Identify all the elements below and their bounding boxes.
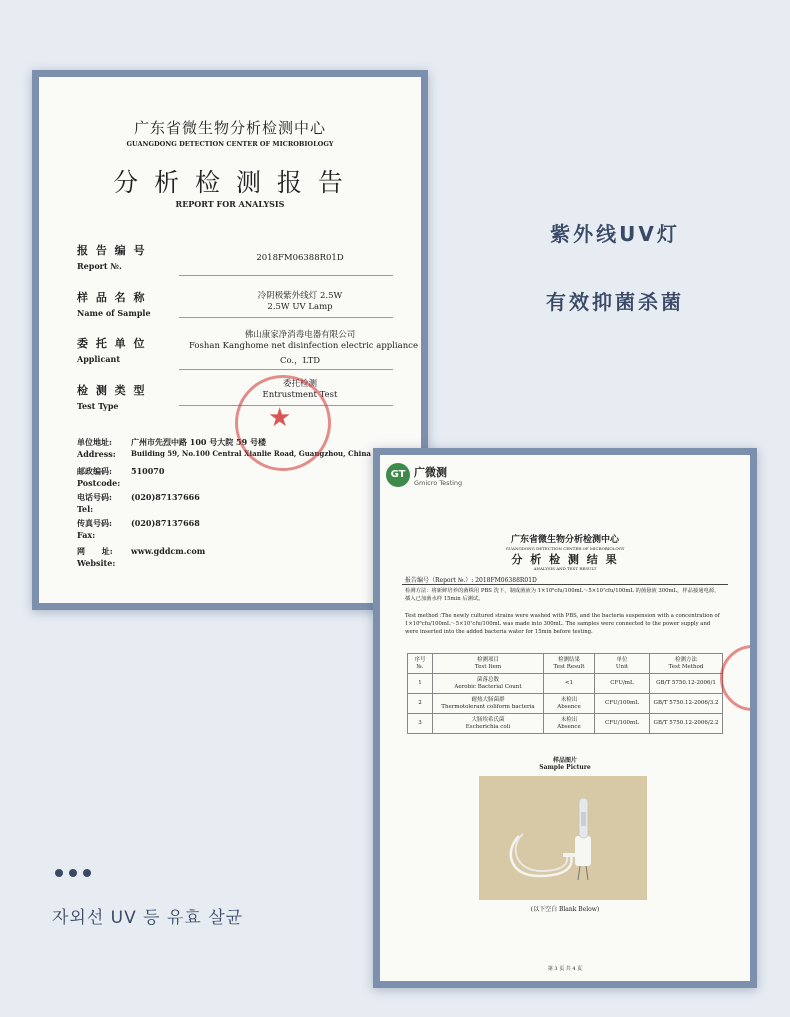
underline [179, 369, 393, 370]
row-method: GB/T 5750.12-2006/3.2 [650, 694, 723, 714]
applicant-cn: 佛山康家净消毒电器有限公司 [244, 330, 356, 340]
test-method-cn: 检测方法：将新鲜培养的菌株用 PBS 洗下，制成菌液为 1×10⁶cfu/100mL～5×10⁷cfu/100mL 的菌悬液 300mL，样品接通电源，插入已加菌水样 15min 后测试。 [405, 588, 720, 603]
header-method: 检测方法 Test Method [650, 654, 723, 674]
row-no: 3 [408, 714, 433, 734]
row-item: 菌落总数 Aerobic Bacterial Count [433, 674, 544, 694]
postcode-label-cn: 邮政编码: [77, 466, 112, 476]
table-row [408, 674, 723, 694]
address-label-cn: 单位地址: [77, 437, 112, 447]
uv-lamp-photo-icon [479, 776, 647, 900]
test-method-en: Test method :The newly cultured strains were washed with PBS, and the bacteria suspension with a concentration of 1×10⁶cfu/100mL～5×10⁷cfu/100mL was made into 300mL. The samples were connected to the power supply and were inserted into the added bacteria water for 15min before testing. [405, 613, 720, 636]
row-result: 未检出 Absence [544, 714, 595, 734]
fax-label-cn: 传真号码: [77, 518, 112, 528]
header-unit: 单位 Unit [595, 654, 650, 674]
report-cover-frame [32, 70, 428, 610]
sample-picture-label-en: Sample Picture [539, 764, 591, 771]
row-result: 未检出 Absence [544, 694, 595, 714]
tel-label-cn: 电话号码: [77, 492, 112, 502]
results-table [407, 653, 723, 734]
page-number: 第 3 页 共 4 页 [547, 966, 583, 972]
fax-label-en: Fax: [77, 530, 96, 540]
website-label-cn: 网 址: [77, 546, 113, 556]
test-type-en: Entrustment Test [262, 390, 338, 400]
postcode-label-en: Postcode: [77, 478, 121, 488]
report-number: 报告编号（Report №.）: 2018FM06388R01D [405, 577, 537, 584]
org-name-en: GUANGDONG DETECTION CENTER OF MICROBIOLOGY [505, 546, 625, 551]
field-label-cn: 检 测 类 型 [77, 384, 147, 397]
applicant-suffix: Co.，LTD [279, 356, 321, 366]
test-result-frame [373, 448, 757, 988]
test-result-page [380, 455, 750, 981]
tel-value: (020)87137666 [131, 492, 200, 502]
row-item: 耐热大肠菌群 Thermotolerant coliform bacteria [433, 694, 544, 714]
header-item: 检测项目 Test Item [433, 654, 544, 674]
table-row [408, 694, 723, 714]
field-label-en: Report №. [77, 261, 122, 271]
official-seal [720, 645, 750, 711]
table-row [408, 714, 723, 734]
header-no: 序号 №. [408, 654, 433, 674]
gmicro-logo-icon: GT [386, 463, 410, 487]
row-method: GB/T 5750.12-2006/1 [650, 674, 723, 694]
sample-picture-label-cn: 样品图片 [552, 757, 577, 764]
row-no: 1 [408, 674, 433, 694]
applicant-en: Foshan Kanghome net disinfection electric appliance [189, 341, 418, 351]
report-title-cn: 分 析 检 测 报 告 [113, 168, 347, 197]
field-label-en: Name of Sample [77, 308, 151, 318]
brand-name-cn: 广微测 [414, 466, 447, 479]
brand-name-en: Gmicro Testing [414, 479, 463, 487]
table-header-row [408, 654, 723, 674]
address-label-en: Address: [77, 449, 116, 459]
result-title-cn: 分 析 检 测 结 果 [511, 553, 619, 566]
row-method: GB/T 5750.12-2006/2.2 [650, 714, 723, 734]
field-label-cn: 委 托 单 位 [77, 337, 147, 350]
org-name-cn: 广东省微生物分析检测中心 [133, 119, 326, 137]
address-cn: 广州市先烈中路 100 号大院 59 号楼 [131, 437, 266, 447]
headline-sterilization: 有效抑菌杀菌 [546, 290, 684, 314]
sample-photo [479, 776, 647, 900]
underline [179, 275, 393, 276]
sample-name-cn: 冷阴极紫外线灯 2.5W [257, 291, 343, 301]
org-name-cn: 广东省微生物分析检测中心 [510, 535, 619, 545]
underline [179, 317, 393, 318]
field-label-en: Applicant [77, 354, 121, 364]
row-result: <1 [544, 674, 595, 694]
org-name-en: GUANGDONG DETECTION CENTER OF MICROBIOLOGY [126, 140, 334, 148]
headline-uv-lamp: 紫外线UV灯 [550, 222, 680, 246]
field-label-en: Test Type [77, 401, 119, 411]
row-unit: CFU/100mL [595, 694, 650, 714]
postcode-value: 510070 [131, 466, 165, 476]
tel-label-en: Tel: [77, 504, 94, 514]
header-result: 检测结果 Test Result [544, 654, 595, 674]
row-unit: CFU/100mL [595, 714, 650, 734]
result-title-en: ANALYSIS AND TEST RESULT [533, 566, 597, 571]
sample-name-en: 2.5W UV Lamp [267, 302, 333, 312]
seal-star-icon: ★ [268, 403, 292, 433]
field-label-cn: 样 品 名 称 [77, 291, 147, 304]
divider [402, 584, 728, 585]
korean-caption: 자외선 UV 등 유효 살균 [52, 908, 244, 928]
blank-below-note: (以下空白 Blank Below) [530, 906, 600, 913]
website-label-en: Website: [77, 558, 116, 568]
report-number-value: 2018FM06388R01D [256, 253, 344, 263]
report-title-en: REPORT FOR ANALYSIS [175, 199, 285, 209]
row-item: 大肠埃希氏菌 Escherichia coli [433, 714, 544, 734]
ellipsis-dots-icon [55, 862, 97, 881]
row-unit: CFU/mL [595, 674, 650, 694]
field-label-cn: 报 告 编 号 [77, 244, 147, 257]
test-type-cn: 委托检测 [282, 379, 317, 389]
row-no: 2 [408, 694, 433, 714]
fax-value: (020)87137668 [131, 518, 200, 528]
website-value: www.gddcm.com [131, 546, 206, 556]
report-cover [39, 77, 421, 603]
address-en: Building 59, No.100 Central Xianlie Road, Guangzhou, China [131, 449, 371, 458]
